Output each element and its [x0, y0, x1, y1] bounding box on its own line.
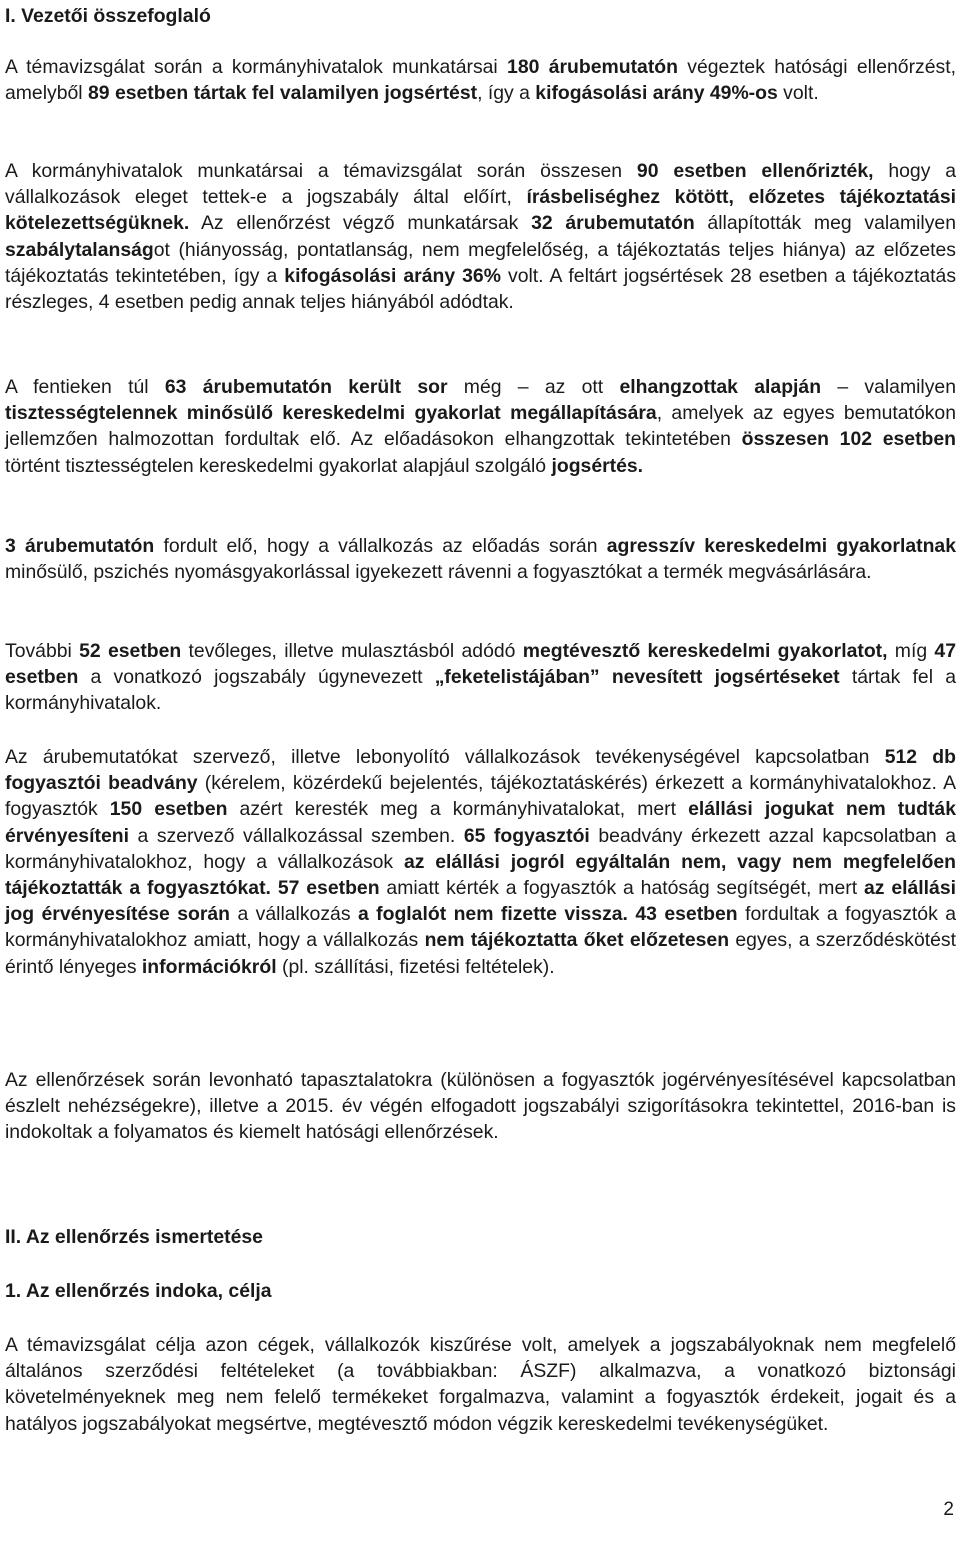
p3-run-8: történt tisztességtelen kereskedelmi gyakorlat alapjául szolgáló	[5, 454, 552, 477]
paragraph-1	[5, 54, 956, 106]
p3-run-2: még – az ott	[447, 376, 620, 398]
paragraph-5	[5, 638, 956, 717]
p6-run-19: nem tájékoztatta őket előzetesen	[424, 929, 730, 952]
p5-run-7: „feketelistájában” nevesített jogsértéseket	[434, 666, 840, 689]
p4-run-0: 3 árubemutatón	[5, 535, 155, 557]
p6-run-3: 150 esetben	[109, 798, 228, 821]
p1-run-6: volt.	[777, 82, 819, 105]
p6-run-10	[271, 877, 278, 899]
p8-run-0: A témavizsgálat célja azon cégek, vállalkozók kiszűrése volt, amelyek a jogszabályoknak nem megfelelő általános szerződési feltételeket (a továbbiakban: ÁSZF) alkalmazva, a vonatkozó biztonsági követelményeknek meg nem felelő termékeket forgalmazva, valamint a fogyasztók érdekeit, jogait és a hatályos jogszabályokat megsértve, megtévesztő módon végzik kereskedelmi tevékenységüket.	[5, 1334, 956, 1435]
p6-run-2: (kérelem, közérdekű bejelentés, tájékoztatáskérés) érkezett a kormányhivatalokhoz. A fogyasztók	[5, 772, 956, 821]
p1-run-4: , így a	[477, 82, 536, 105]
p2-run-5: 32 árubemutatón	[531, 212, 695, 235]
p5-run-8: tártak fel a kormányhivatalok.	[5, 666, 957, 715]
p2-run-8: ot (hiányosság, pontatlanság, nem megfelelőség, a tájékoztatás teljes hiánya) az előzetes tájékoztatás tekintetében, így a	[5, 238, 956, 287]
p6-run-17: 43 esetben	[635, 903, 738, 926]
p6-run-0: Az árubemutatókat szervező, illetve lebonyolító vállalkozások tevékenységével kapcsolatban	[5, 746, 885, 768]
section-heading-1: I. Vezetői összefoglaló	[5, 5, 211, 27]
paragraph-4	[5, 533, 956, 585]
p5-run-3: megtévesztő kereskedelmi gyakorlatot,	[522, 640, 888, 662]
p3-run-3: elhangzottak alapján	[619, 376, 822, 398]
p6-run-20: egyes, a szerződéskötést érintő lényeges	[5, 929, 957, 978]
p2-run-4: Az ellenőrzést végző munkatársak	[189, 212, 532, 235]
p1-run-5: kifogásolási arány 49%-os	[535, 82, 778, 105]
paragraph-8	[5, 1332, 956, 1437]
p1-run-2: végeztek hatósági ellenőrzést, amelyből	[5, 56, 956, 105]
p3-run-6: , amelyek az egyes bemutatókon jellemzően halmozottan fordultak elő. Az előadásokon elhangzottak tekintetében	[5, 402, 956, 451]
p2-run-3: írásbeliséghez kötött, előzetes tájékoztatási kötelezettségüknek.	[5, 186, 956, 235]
p5-run-5: 47 esetben	[5, 640, 956, 689]
p2-run-10: volt. A feltárt jogsértések 28 esetben a tájékoztatás részleges, 4 esetben pedig annak teljes hiányából adódtak.	[5, 264, 957, 314]
p1-run-1: 180 árubemutatón	[507, 56, 678, 78]
p2-run-0: A kormányhivatalok munkatársai a témavizsgálat során összesen	[5, 160, 637, 182]
page-number: 2	[943, 1499, 954, 1520]
p3-run-0: A fentieken túl	[5, 376, 165, 398]
paragraph-3	[5, 374, 956, 479]
p6-run-22: (pl. szállítási, fizetési feltételek).	[276, 955, 555, 978]
p5-run-0: További	[5, 640, 80, 662]
p1-run-0: A témavizsgálat során a kormányhivatalok munkatársai	[5, 56, 508, 78]
p1-run-3: 89 esetben tártak fel valamilyen jogsértést	[88, 82, 478, 105]
p6-run-15: a foglalót nem fizette vissza.	[357, 903, 628, 926]
p3-run-4: – valamilyen	[821, 376, 956, 398]
p2-run-7: szabálytalanság	[5, 238, 154, 261]
p5-run-6: a vonatkozó jogszabály úgynevezett	[78, 666, 435, 689]
p6-run-14: a vállalkozás	[230, 903, 358, 926]
p3-run-5: tisztességtelennek minősülő kereskedelmi gyakorlat megállapítására	[5, 402, 657, 425]
p6-run-12: amiatt kérték a fogyasztók a hatóság segítségét, mert	[379, 877, 864, 900]
p6-run-21: információkról	[141, 955, 277, 978]
p4-run-2: agresszív kereskedelmi gyakorlatnak	[606, 535, 956, 557]
paragraph-6	[5, 744, 956, 980]
p2-run-2: hogy a vállalkozások eleget tettek-e a jogszabály által előírt,	[5, 160, 957, 209]
p3-run-7: összesen 102 esetben	[741, 428, 956, 451]
p6-run-7: 65 fogyasztói	[463, 824, 590, 847]
p3-run-1: 63 árubemutatón került sor	[164, 376, 448, 398]
paragraph-2	[5, 158, 956, 315]
p6-run-5: elállási jogukat nem tudták érvényesíteni	[5, 798, 956, 847]
p6-run-8: beadvány érkezett azzal kapcsolatban a kormányhivatalokhoz, hogy a vállalkozások	[5, 824, 956, 873]
section-heading-2: II. Az ellenőrzés ismertetése	[5, 1226, 263, 1248]
p2-run-9: kifogásolási arány 36%	[284, 264, 501, 287]
p7-run-0: Az ellenőrzések során levonható tapasztalatokra (különösen a fogyasztók jogérvényesítésével kapcsolatban észlelt nehézségekre), illetve a 2015. év végén elfogadott jogszabályi szigorításokra tekintettel, 2016-ban is indokoltak a folyamatos és kiemelt hatósági ellenőrzések.	[5, 1069, 956, 1144]
p3-run-9: jogsértés.	[551, 454, 644, 477]
p6-run-1: 512 db fogyasztói beadvány	[5, 746, 956, 795]
p4-run-3: minősülő, pszichés nyomásgyakorlással igyekezett rávenni a fogyasztókat a termék megvásárlására.	[5, 561, 872, 584]
p6-run-9: az elállási jogról egyáltalán nem, vagy nem megfelelően tájékoztatták a fogyasztókat.	[5, 850, 956, 900]
subsection-heading: 1. Az ellenőrzés indoka, célja	[5, 1280, 272, 1302]
p2-run-1: 90 esetben ellenőrizték,	[636, 160, 874, 182]
p6-run-18: fordultak a fogyasztók a kormányhivatalokhoz amiatt, hogy a vállalkozás	[5, 903, 956, 952]
p6-run-13: az elállási jog érvényesítése során	[5, 877, 957, 926]
p6-run-6: a szervező vállalkozással szemben.	[128, 824, 464, 847]
p5-run-1: 52 esetben	[79, 640, 182, 662]
p5-run-2: tevőleges, illetve mulasztásból adódó	[181, 640, 523, 662]
p4-run-1: fordult elő, hogy a vállalkozás az előadás során	[154, 535, 607, 557]
p2-run-6: állapították meg valamilyen	[694, 212, 957, 235]
p6-run-11: 57 esetben	[277, 877, 380, 900]
paragraph-7	[5, 1067, 956, 1146]
p6-run-4: azért keresték meg a kormányhivatalokat, mert	[227, 798, 689, 821]
p5-run-4: míg	[887, 640, 935, 662]
